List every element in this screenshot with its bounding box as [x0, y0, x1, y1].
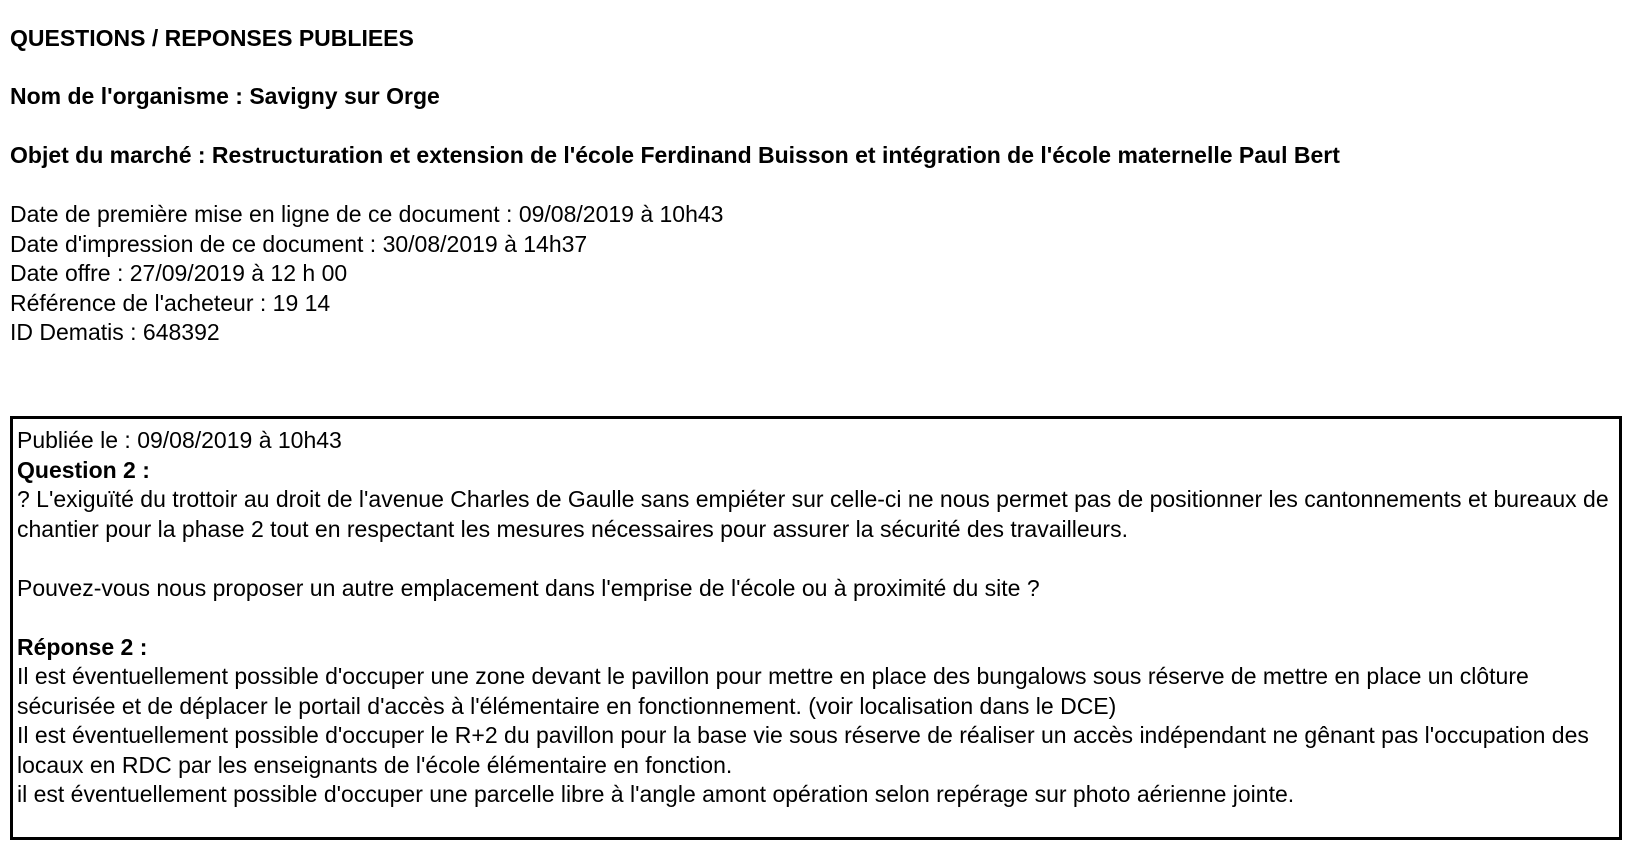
question-text: ? L'exiguïté du trottoir au droit de l'avenue Charles de Gaulle sans empiéter sur celle-ci ne nous permet pas de positionner les cantonnements et bureaux de chantier pour la phase 2 tout en respectant les mesures nécessaires pour assurer la sécurité des travailleurs. [17, 486, 1609, 542]
question-title: Question 2 : [17, 456, 150, 483]
answer-text-1: Il est éventuellement possible d'occuper une zone devant le pavillon pour mettre en place des bungalows sous réserve de mettre en place un clôture sécurisée et de déplacer le portail d'accès à l'élémentaire en fonctionnement. (voir localisation dans le DCE) [17, 663, 1529, 719]
answer-title: Réponse 2 : [17, 633, 148, 660]
answer-text-2: Il est éventuellement possible d'occuper le R+2 du pavillon pour la base vie sous réserve de réaliser un accès indépendant ne gênant pas l'occupation des locaux en RDC par les enseignants de l'école élémentaire en fonction. [17, 722, 1589, 778]
offer-date: Date offre : 27/09/2019 à 12 h 00 [10, 260, 348, 286]
print-date: Date d'impression de ce document : 30/08/2019 à 14h37 [10, 230, 588, 257]
qa-box [10, 416, 1622, 840]
document-title: QUESTIONS / REPONSES PUBLIEES [10, 25, 414, 51]
answer-text-3: il est éventuellement possible d'occuper une parcelle libre à l'angle amont opération selon repérage sur photo aérienne jointe. [17, 781, 1295, 807]
document-metadata [10, 200, 723, 348]
organisme-name: Nom de l'organisme : Savigny sur Orge [10, 83, 440, 109]
spacer [17, 544, 1619, 574]
question-followup: Pouvez-vous nous proposer un autre emplacement dans l'emprise de l'école ou à proximité du site ? [17, 574, 1040, 601]
spacer [17, 603, 1619, 633]
published-date: Publiée le : 09/08/2019 à 10h43 [17, 427, 342, 453]
market-object: Objet du marché : Restructuration et extension de l'école Ferdinand Buisson et intégration de l'école maternelle Paul Bert [10, 142, 1340, 168]
buyer-reference: Référence de l'acheteur : 19 14 [10, 289, 331, 316]
first-online-date: Date de première mise en ligne de ce document : 09/08/2019 à 10h43 [10, 201, 724, 227]
dematis-id: ID Dematis : 648392 [10, 319, 220, 345]
